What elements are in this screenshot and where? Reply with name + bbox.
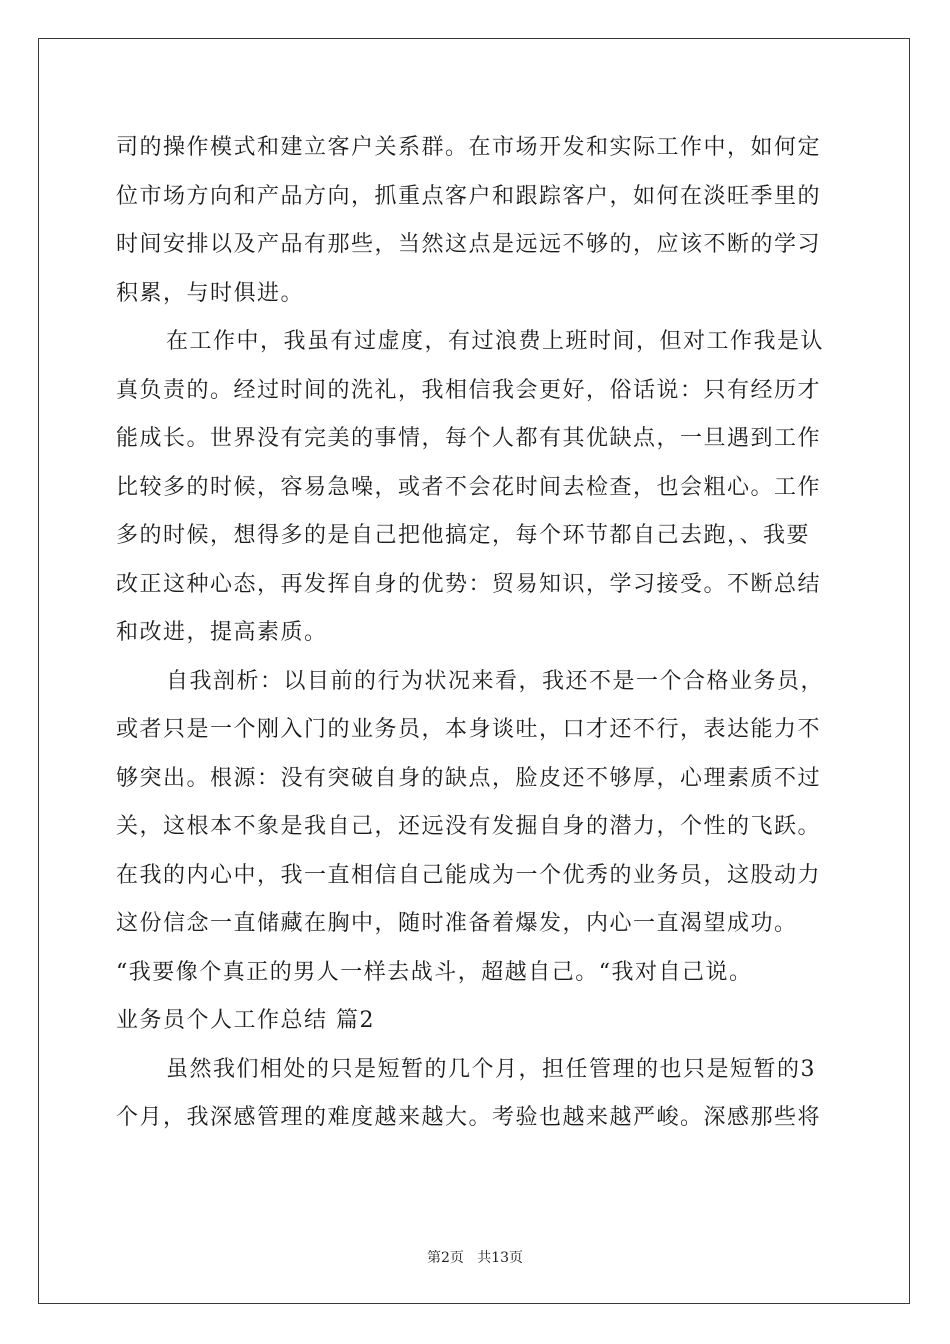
page-number: 第2页 共13页 <box>426 1250 524 1266</box>
text-line: 和改进，提高素质。 <box>116 620 328 645</box>
section-heading: 业务员个人工作总结 篇2 <box>116 1008 375 1033</box>
document-body <box>116 124 836 1143</box>
text-line: 时间安排以及产品有那些，当然这点是远远不够的，应该不断的学习 <box>116 232 822 257</box>
text-line: 能成长。世界没有完美的事情，每个人都有其优缺点，一旦遇到工作 <box>116 426 822 451</box>
text-line: 够突出。根源：没有突破自身的缺点，脸皮还不够厚，心理素质不过 <box>116 765 822 791</box>
text-line: 积累，与时俱进。 <box>116 280 305 306</box>
text-line: 比较多的时候，容易急噪，或者不会花时间去检查，也会粗心。工作 <box>116 474 822 500</box>
text-line: 在我的内心中，我一直相信自己能成为一个优秀的业务员，这股动力 <box>116 862 822 888</box>
text-line: 位市场方向和产品方向，抓重点客户和跟踪客户，如何在淡旺季里的 <box>116 183 822 209</box>
text-line: 司的操作模式和建立客户关系群。在市场开发和实际工作中，如何定 <box>116 135 822 160</box>
paragraph-start-line: 在工作中，我虽有过虚度，有过浪费上班时间，但对工作我是认 <box>166 329 825 354</box>
text-line: 多的时候，想得多的是自己把他搞定，每个环节都自己去跑，、我要 <box>116 523 811 548</box>
text-line: 这份信念一直储藏在胸中，随时准备着爆发，内心一直渴望成功。 <box>116 911 798 936</box>
paragraph-start-line: 虽然我们相处的只是短暂的几个月，担任管理的也只是短暂的3 <box>166 1056 816 1082</box>
text-line: 关，这根本不象是我自己，还远没有发掘自身的潜力，个性的飞跃。 <box>116 814 822 839</box>
text-line: 或者只是一个刚入门的业务员，本身谈吐，口才还不行，表达能力不 <box>116 717 822 742</box>
text-line: “我要像个真正的男人一样去战斗，超越自己。“我对自己说。 <box>116 959 753 985</box>
page-footer <box>0 1247 950 1267</box>
text-line: 个月，我深感管理的难度越来越大。考验也越来越严峻。深感那些将 <box>116 1105 822 1130</box>
text-line: 改正这种心态，再发挥自身的优势：贸易知识，学习接受。不断总结 <box>116 571 822 597</box>
paragraph-start-line: 自我剖析：以目前的行为状况来看，我还不是一个合格业务员， <box>166 668 825 694</box>
text-line: 真负责的。经过时间的洗礼，我相信我会更好，俗话说：只有经历才 <box>116 377 822 403</box>
